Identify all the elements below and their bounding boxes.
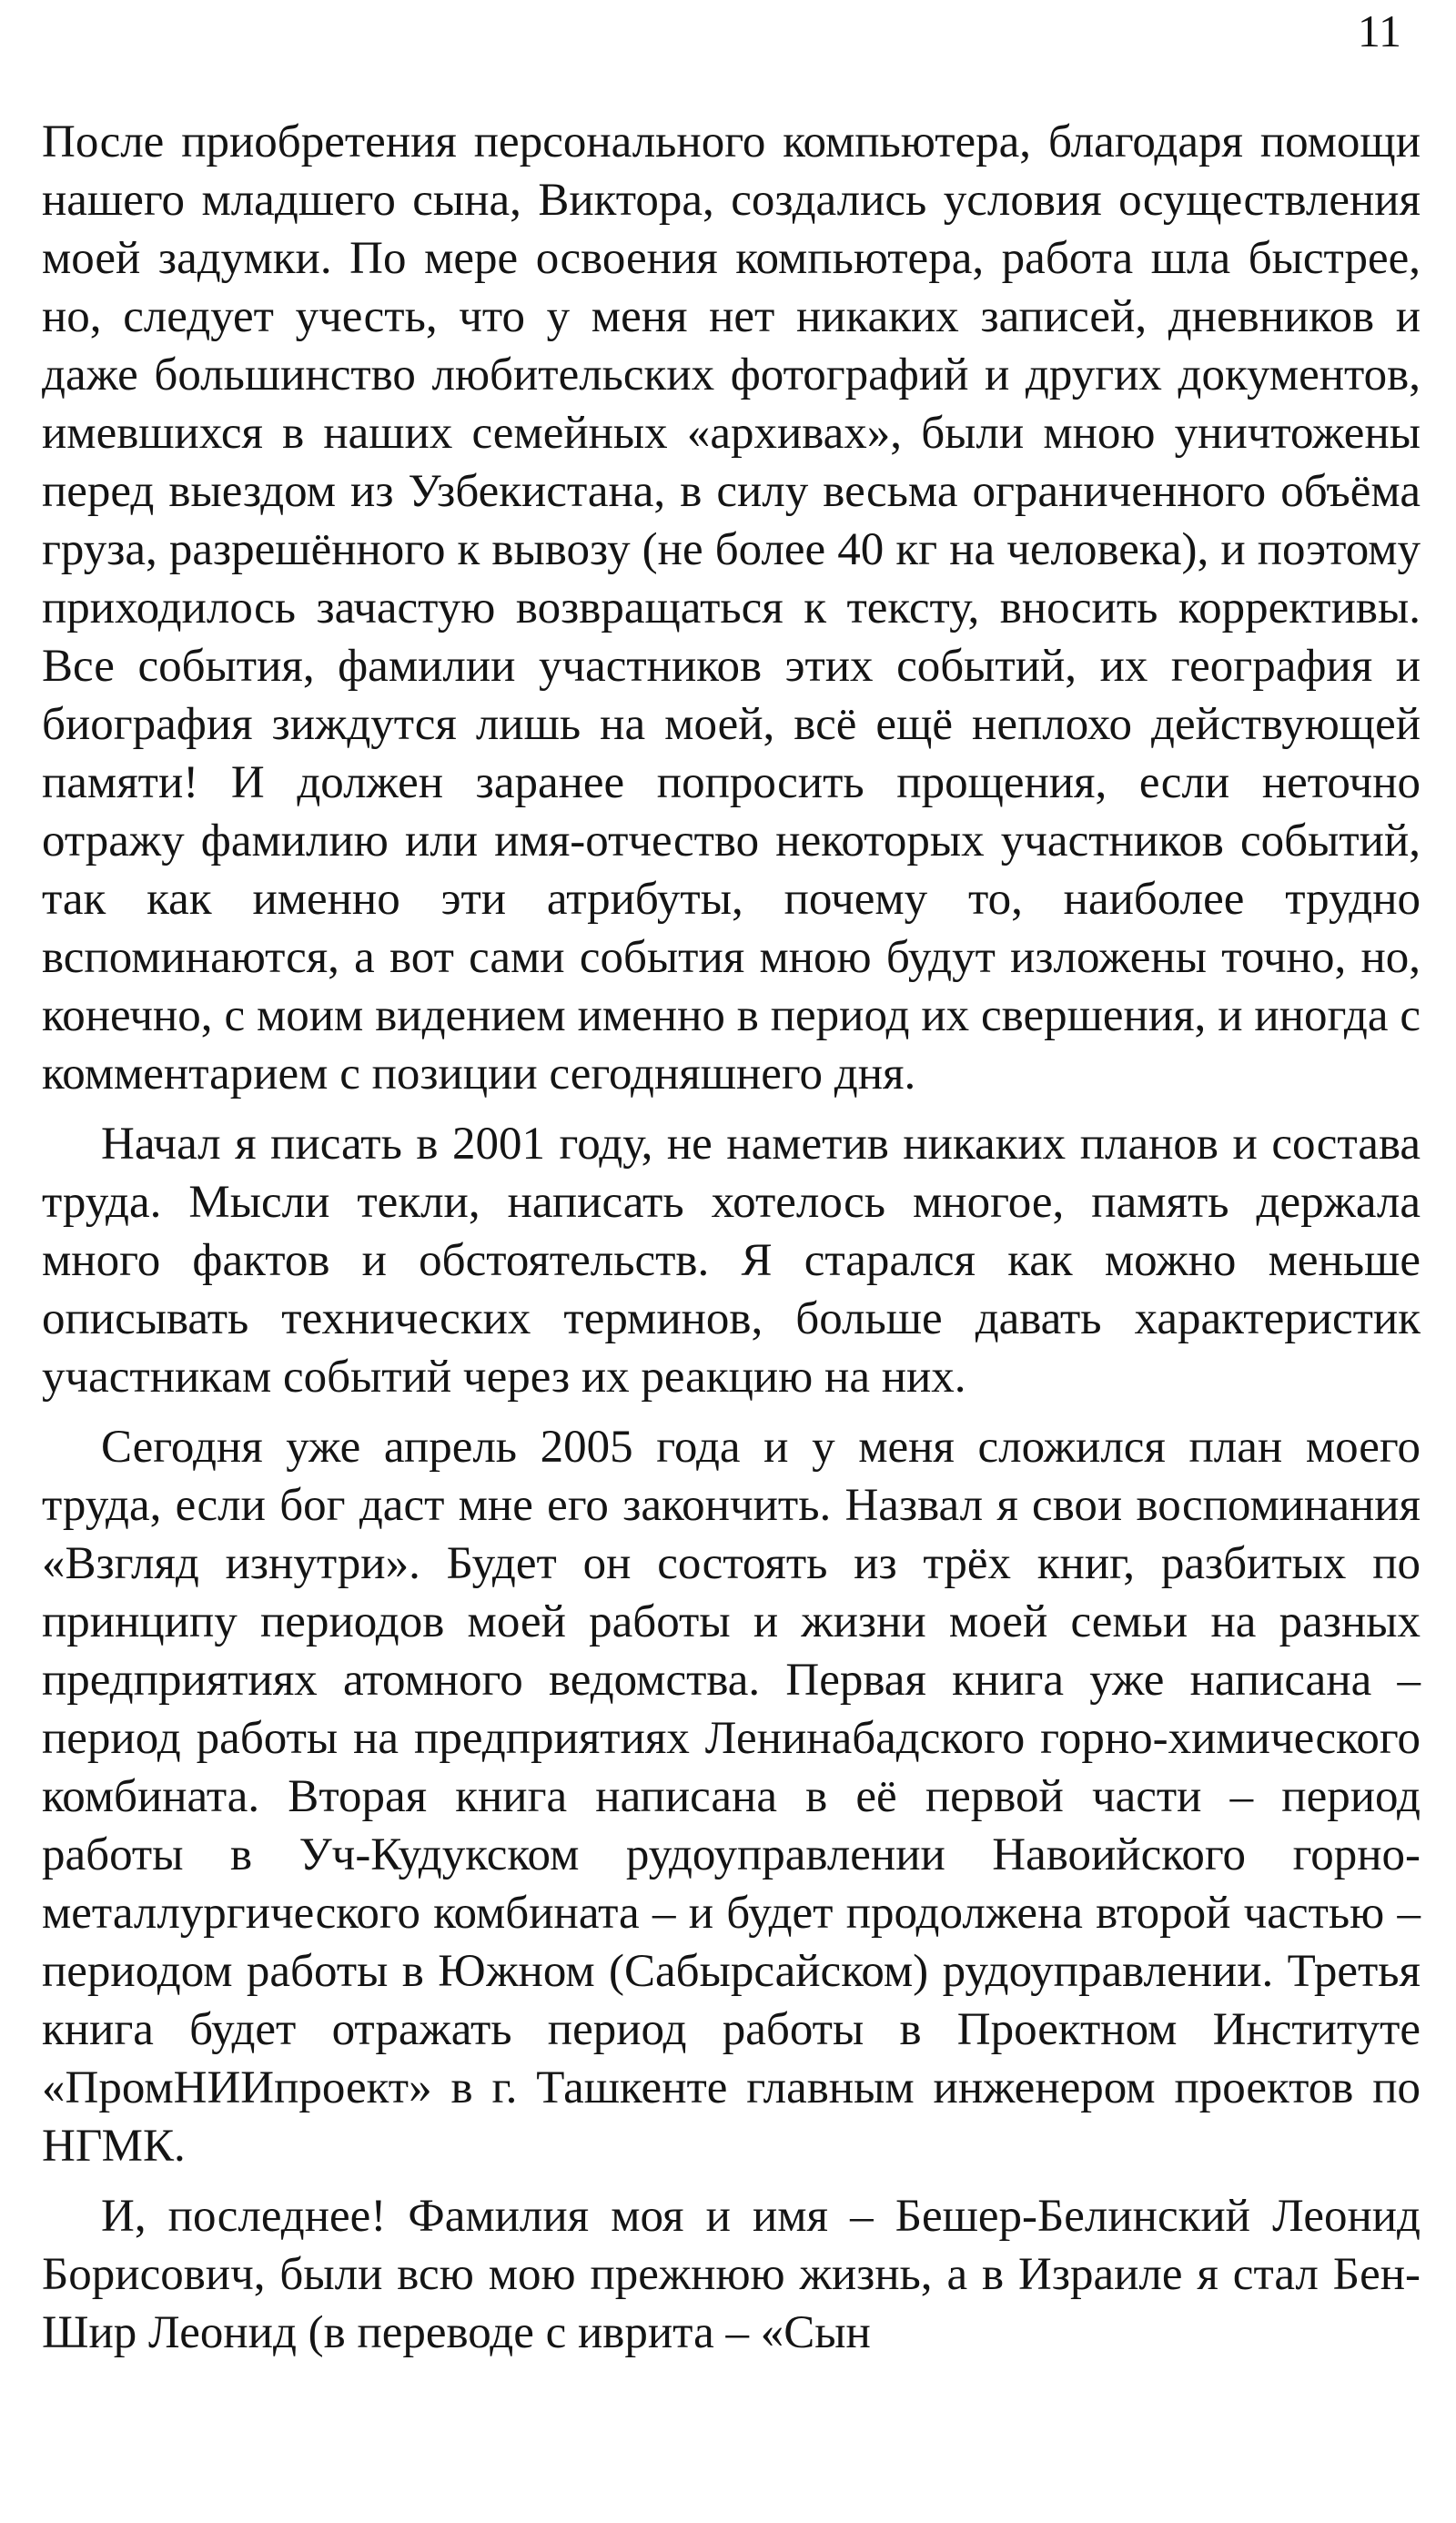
paragraph: Сегодня уже апрель 2005 года и у меня сложился план моего труда, если бог даст мне его закончить. Назвал я свои воспоминания «Взгляд изнутри». Будет он состоять из трёх книг, разбитых по принципу периодов моей работы и жизни моей семьи на разных предприятиях атомного ведомства. Первая книга уже написана – период работы на предприятиях Ленинабадского горно-химического комбината. Вторая книга написана в её первой части – период работы в Уч-Кудукском рудоуправлении Навоийского горно-металлургического комбината – и будет продолжена второй частью – периодом работы в Южном (Сабырсайском) рудоуправлении. Третья книга будет отражать период работы в Проектном Институте «ПромНИИпроект» в г. Ташкенте главным инженером проектов по НГМК. xyxy=(42,1422,1421,2172)
page-number: 11 xyxy=(1357,5,1401,56)
paragraph: Начал я писать в 2001 году, не наметив никаких планов и состава труда. Мысли текли, написать хотелось многое, память держала много фактов и обстоятельств. Я старался как можно меньше описывать технических терминов, больше давать характеристик участникам событий через их реакцию на них. xyxy=(42,1119,1421,1403)
paragraph: И, последнее! Фамилия моя и имя – Бешер-Белинский Леонид Борисович, были всю мою прежнюю жизнь, а в Израиле я стал Бен-Шир Леонид (в переводе с иврита – «Сын xyxy=(42,2191,1421,2358)
text-body xyxy=(42,113,1421,2362)
paragraph: После приобретения персонального компьютера, благодаря помощи нашего младшего сына, Виктора, создались условия осуществления моей задумки. По мере освоения компьютера, работа шла быстрее, но, следует учесть, что у меня нет никаких записей, дневников и даже большинство любительских фотографий и других документов, имевшихся в наших семейных «архивах», были мною уничтожены перед выездом из Узбекистана, в силу весьма ограниченного объёма груза, разрешённого к вывозу (не более 40 кг на человека), и поэтому приходилось зачастую возвращаться к тексту, вносить коррективы. Все события, фамилии участников этих событий, их география и биография зиждутся лишь на моей, всё ещё неплохо действующей памяти! И должен заранее попросить прощения, если неточно отражу фамилию или имя-отчество некоторых участников событий, так как именно эти атрибуты, почему то, наиболее трудно вспоминаются, а вот сами события мною будут изложены точно, но, конечно, с моим видением именно в период их свершения, и иногда с комментарием с позиции сегодняшнего дня. xyxy=(42,117,1421,1099)
